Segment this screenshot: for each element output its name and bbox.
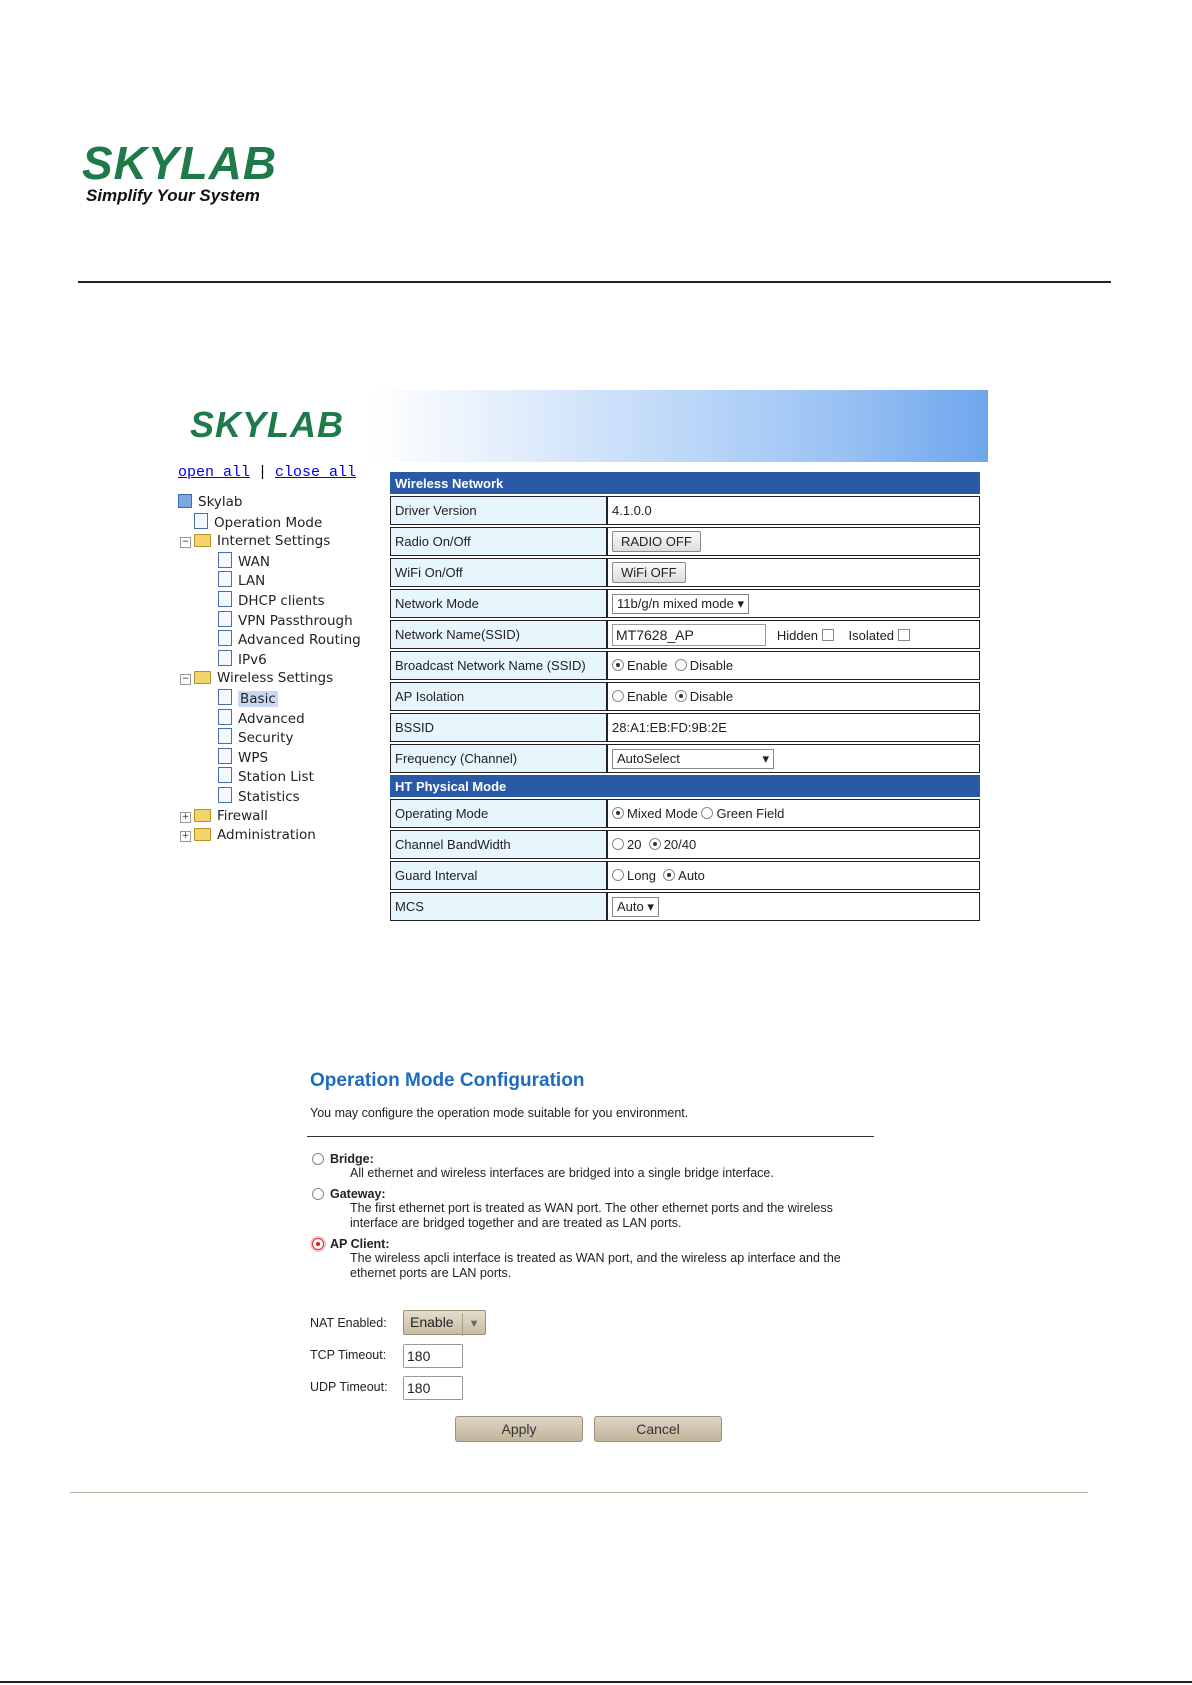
option-label: Enable [627, 658, 668, 673]
udp-label: UDP Timeout: [310, 1380, 388, 1394]
isolated-checkbox[interactable] [898, 629, 910, 641]
router-logo [178, 390, 370, 460]
wireless-settings-table [390, 470, 980, 923]
tree-folder-internet-settings[interactable] [178, 532, 373, 552]
tree-item-lan[interactable] [178, 571, 373, 591]
router-banner [371, 390, 988, 462]
collapse-icon[interactable]: − [181, 674, 190, 685]
tree-item-label: DHCP clients [238, 592, 325, 609]
option-description: interface are bridged together and are treated as LAN ports. [350, 1216, 682, 1230]
section-header: HT Physical Mode [390, 775, 980, 797]
tree-folder-label: Administration [217, 827, 316, 844]
select-value: AutoSelect [617, 750, 680, 766]
tree-item-label: Advanced Routing [238, 632, 361, 649]
option-gateway [310, 1187, 880, 1231]
option-label: Mixed Mode [627, 806, 698, 821]
page-icon [218, 552, 232, 568]
page-icon [218, 689, 232, 705]
broadcast-enable-radio[interactable] [612, 659, 624, 671]
page-description: You may configure the operation mode suitable for you environment. [310, 1106, 689, 1120]
option-description: The wireless apcli interface is treated as WAN port, and the wireless ap interface and the [350, 1251, 841, 1265]
nat-select[interactable] [403, 1310, 486, 1335]
driver-version-value: 4.1.0.0 [607, 496, 980, 525]
tree-item-label: Statistics [238, 788, 300, 805]
option-label: 20 [627, 837, 642, 852]
green-field-radio[interactable] [701, 807, 713, 819]
expand-icon[interactable]: + [181, 811, 190, 822]
document-logo [82, 137, 312, 206]
tree-item-basic[interactable] [178, 689, 373, 709]
gateway-radio[interactable] [312, 1188, 324, 1200]
tree-folder-firewall[interactable] [178, 807, 373, 827]
tcp-timeout-input[interactable]: 180 [403, 1344, 463, 1368]
isolation-disable-radio[interactable] [675, 690, 687, 702]
tree-item-advanced-routing[interactable] [178, 630, 373, 650]
ap-client-radio[interactable] [312, 1238, 324, 1250]
option-label: Disable [689, 689, 734, 704]
bandwidth-2040-radio[interactable] [649, 838, 661, 850]
field-label: Broadcast Network Name (SSID) [390, 651, 607, 680]
option-description: The first ethernet port is treated as WAN port. The other ethernet ports and the wireless [350, 1201, 833, 1215]
tree-item-label: VPN Passthrough [238, 612, 353, 629]
page-icon [218, 787, 232, 803]
bridge-radio[interactable] [312, 1153, 324, 1165]
computer-icon [178, 494, 192, 508]
tree-item-vpn-passthrough[interactable] [178, 611, 373, 631]
document-tagline: Simplify Your System [86, 186, 260, 205]
mcs-select[interactable] [612, 897, 659, 917]
tree-item-wan[interactable] [178, 552, 373, 572]
nat-row [310, 1310, 610, 1342]
option-description: ethernet ports are LAN ports. [350, 1266, 512, 1280]
folder-icon [194, 828, 211, 841]
tree-item-security[interactable] [178, 728, 373, 748]
select-value: Enable [410, 1314, 454, 1330]
field-label: Driver Version [390, 496, 607, 525]
page-icon [218, 709, 232, 725]
tree-item-wps[interactable] [178, 748, 373, 768]
page-icon [218, 728, 232, 744]
hidden-checkbox[interactable] [822, 629, 834, 641]
tree-item-label-selected: Basic [240, 690, 276, 707]
option-name: Bridge: [330, 1152, 374, 1166]
tree-item-label: LAN [238, 573, 266, 590]
tree-item-statistics[interactable] [178, 787, 373, 807]
bandwidth-20-radio[interactable] [612, 838, 624, 850]
field-label: Channel BandWidth [390, 830, 607, 859]
page-icon [218, 591, 232, 607]
folder-icon [194, 671, 211, 684]
page-icon [218, 571, 232, 587]
mixed-mode-radio[interactable] [612, 807, 624, 819]
tree-item-label: WAN [238, 553, 270, 570]
field-label: Operating Mode [390, 799, 607, 828]
tree-item-label: IPv6 [238, 651, 267, 668]
tree-folder-label: Internet Settings [217, 533, 331, 550]
folder-icon [194, 809, 211, 822]
field-label: BSSID [390, 713, 607, 742]
tree-root[interactable] [178, 493, 373, 513]
field-label: WiFi On/Off [390, 558, 607, 587]
ssid-input[interactable]: MT7628_AP [612, 624, 766, 646]
broadcast-disable-radio[interactable] [675, 659, 687, 671]
tree-item-label: Operation Mode [214, 514, 323, 531]
tree-item-label: Advanced [238, 710, 305, 727]
field-label: Network Name(SSID) [390, 620, 607, 649]
option-label: Auto [678, 868, 705, 883]
section-header: Wireless Network [390, 472, 980, 494]
operation-mode-header [310, 1070, 910, 1120]
tree-item-operation-mode[interactable] [178, 513, 373, 533]
operation-mode-options [310, 1152, 880, 1287]
dropdown-arrow-icon: ▾ [737, 595, 744, 611]
nav-tree [178, 464, 373, 846]
isolation-enable-radio[interactable] [612, 690, 624, 702]
tree-item-label: WPS [238, 749, 269, 766]
option-ap-client [310, 1237, 880, 1281]
hidden-label: Hidden [776, 627, 819, 643]
header-divider [78, 281, 1111, 283]
page-icon [218, 748, 232, 764]
document-logo-text: SKYLAB [82, 137, 278, 189]
nat-settings [310, 1310, 610, 1406]
router-logo-text: SKYLAB [190, 404, 345, 445]
tcp-row [310, 1342, 610, 1374]
page-bottom-rule [0, 1681, 1192, 1683]
page-icon [218, 650, 232, 666]
page-title: Operation Mode Configuration [310, 1070, 585, 1091]
guard-long-radio[interactable] [612, 869, 624, 881]
section-divider [307, 1136, 874, 1137]
guard-auto-radio[interactable] [663, 869, 675, 881]
dropdown-arrow-icon: ▾ [762, 750, 769, 766]
tree-item-dhcp-clients[interactable] [178, 591, 373, 611]
network-mode-select[interactable] [612, 594, 749, 614]
option-name: AP Client: [330, 1237, 390, 1251]
tcp-label: TCP Timeout: [310, 1348, 387, 1362]
nat-label: NAT Enabled: [310, 1316, 387, 1330]
option-name: Gateway: [330, 1187, 386, 1201]
close-all-link[interactable]: close all [275, 464, 357, 481]
tree-item-ipv6[interactable] [178, 650, 373, 670]
option-description: All ethernet and wireless interfaces are bridged into a single bridge interface. [350, 1166, 774, 1180]
page-icon [218, 611, 232, 627]
field-label: AP Isolation [390, 682, 607, 711]
tree-item-label: Station List [238, 769, 314, 786]
link-separator: | [258, 464, 268, 481]
dropdown-arrow-icon: ▾ [647, 898, 654, 914]
option-label: 20/40 [663, 837, 697, 852]
tree-item-station-list[interactable] [178, 767, 373, 787]
radio-off-button[interactable]: RADIO OFF [612, 531, 701, 552]
option-label: Green Field [716, 806, 785, 821]
tree-folder-wireless-settings[interactable] [178, 669, 373, 689]
page-icon [218, 767, 232, 783]
field-label: Guard Interval [390, 861, 607, 890]
isolated-label: Isolated [848, 627, 895, 643]
field-label: Frequency (Channel) [390, 744, 607, 773]
option-label: Disable [689, 658, 734, 673]
page-icon [218, 630, 232, 646]
expand-icon[interactable]: + [181, 831, 190, 842]
tree-folder-administration[interactable] [178, 826, 373, 846]
tree-folder-label: Wireless Settings [217, 670, 334, 687]
select-value: Auto [617, 898, 644, 914]
select-value: 11b/g/n mixed mode [617, 595, 734, 611]
tree-folder-label: Firewall [217, 807, 268, 824]
folder-icon [194, 534, 211, 547]
open-all-link[interactable]: open all [178, 464, 251, 481]
cancel-button[interactable]: Cancel [594, 1416, 722, 1442]
option-bridge [310, 1152, 880, 1181]
tree-item-label: Security [238, 730, 294, 747]
option-label: Long [627, 868, 656, 883]
udp-timeout-input[interactable]: 180 [403, 1376, 463, 1400]
dropdown-arrow-icon: ▼ [462, 1313, 480, 1336]
collapse-icon[interactable]: − [181, 537, 190, 548]
frequency-select[interactable] [612, 749, 774, 769]
page-icon [194, 513, 208, 529]
footer-divider [70, 1492, 1088, 1493]
field-label: Radio On/Off [390, 527, 607, 556]
tree-links [178, 464, 373, 481]
tree-root-label: Skylab [198, 494, 243, 510]
field-label: Network Mode [390, 589, 607, 618]
router-admin-screenshot [178, 390, 988, 930]
udp-row [310, 1374, 610, 1406]
option-label: Enable [627, 689, 668, 704]
tree-item-advanced[interactable] [178, 709, 373, 729]
wifi-off-button[interactable]: WiFi OFF [612, 562, 686, 583]
bssid-value: 28:A1:EB:FD:9B:2E [607, 713, 980, 742]
apply-button[interactable]: Apply [455, 1416, 583, 1442]
field-label: MCS [390, 892, 607, 921]
